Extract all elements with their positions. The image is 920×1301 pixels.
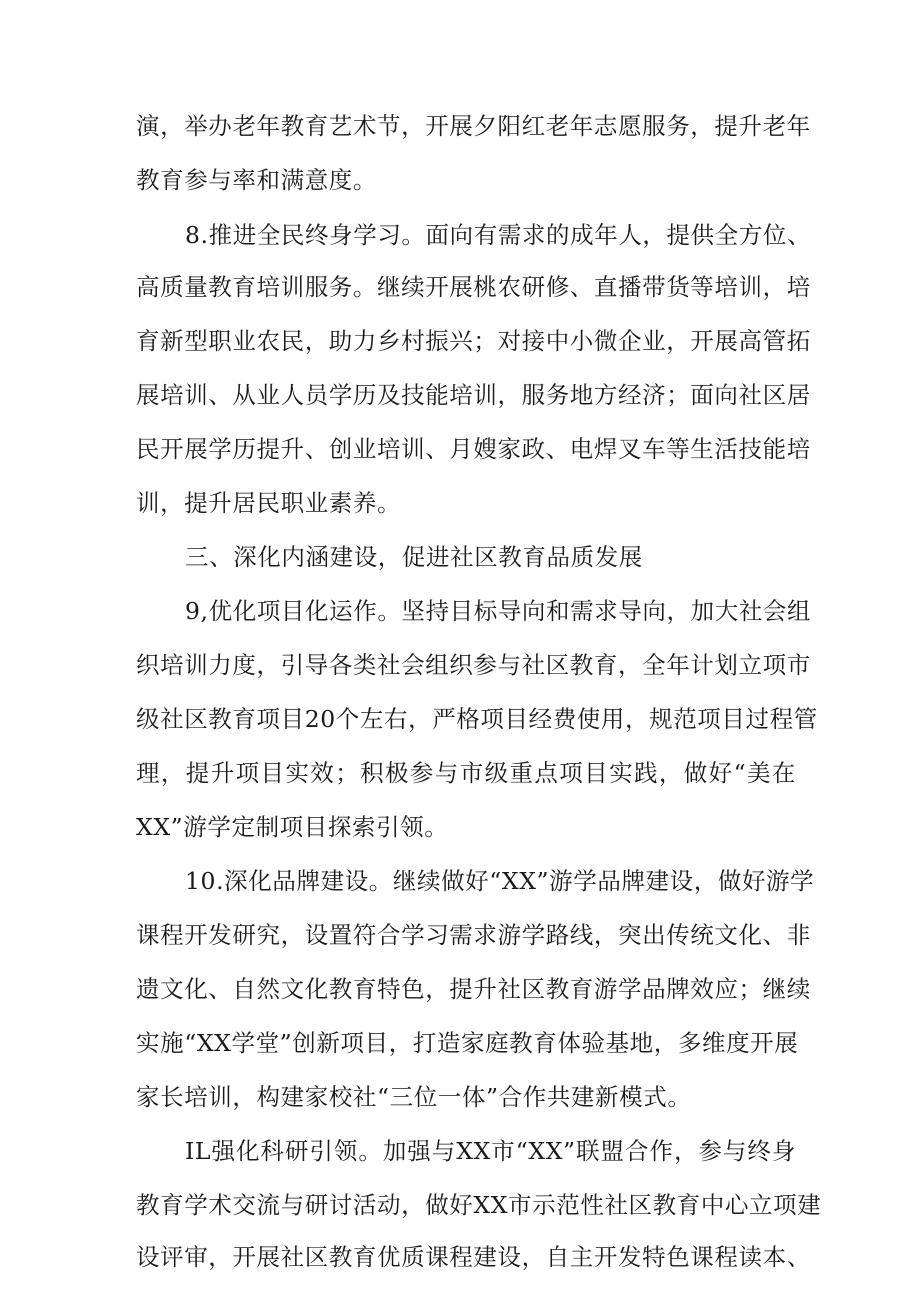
text-line-20: IL强化科研引领。加强与XX市“XX”联盟合作，参与终身 xyxy=(185,1137,796,1165)
text-line-21: 教育学术交流与研讨活动，做好XX市示范性社区教育中心立项建 xyxy=(136,1191,822,1219)
text-line-3: 8.推进全民终身学习。面向有需求的成年人，提供全方位、 xyxy=(185,221,812,249)
text-line-18: 实施“XX学堂”创新项目，打造家庭教育体验基地，多维度开展 xyxy=(136,1029,799,1057)
text-line-5: 育新型职业农民，助力乡村振兴；对接中小微企业，开展高管拓 xyxy=(136,327,811,355)
text-line-15: 10.深化品牌建设。继续做好“XX”游学品牌建设，做好游学 xyxy=(185,867,815,895)
text-line-10: 9,优化项目化运作。坚持目标导向和需求导向，加大社会组 xyxy=(185,597,812,625)
text-line-14: XX”游学定制项目探索引领。 xyxy=(136,813,449,841)
text-line-1: 演，举办老年教育艺术节，开展夕阳红老年志愿服务，提升老年 xyxy=(136,112,811,140)
text-line-19: 家长培训，构建家校社“三位一体”合作共建新模式。 xyxy=(136,1083,692,1111)
text-line-8: 训，提升居民职业素养。 xyxy=(136,489,402,517)
text-line-12: 级社区教育项目20个左右，严格项目经费使用，规范项目过程管 xyxy=(136,705,818,733)
text-line-4: 高质量教育培训服务。继续开展桃农研修、直播带货等培训，培 xyxy=(136,273,811,301)
text-line-7: 民开展学历提升、创业培训、月嫂家政、电焊叉车等生活技能培 xyxy=(136,435,811,463)
text-line-11: 织培训力度，引导各类社会组织参与社区教育，全年计划立项市 xyxy=(136,651,811,679)
text-line-16: 课程开发研究，设置符合学习需求游学路线，突出传统文化、非 xyxy=(136,921,811,949)
text-line-22: 设评审，开展社区教育优质课程建设，自主开发特色课程读本、 xyxy=(136,1243,811,1271)
text-line-6: 展培训、从业人员学历及技能培训，服务地方经济；面向社区居 xyxy=(136,381,811,409)
text-line-13: 理，提升项目实效；积极参与市级重点项目实践，做好“美在 xyxy=(136,759,796,787)
section-heading-3: 三、深化内涵建设，促进社区教育品质发展 xyxy=(185,543,643,571)
text-line-17: 遗文化、自然文化教育特色，提升社区教育游学品牌效应；继续 xyxy=(136,975,811,1003)
text-line-2: 教育参与率和满意度。 xyxy=(136,166,377,194)
